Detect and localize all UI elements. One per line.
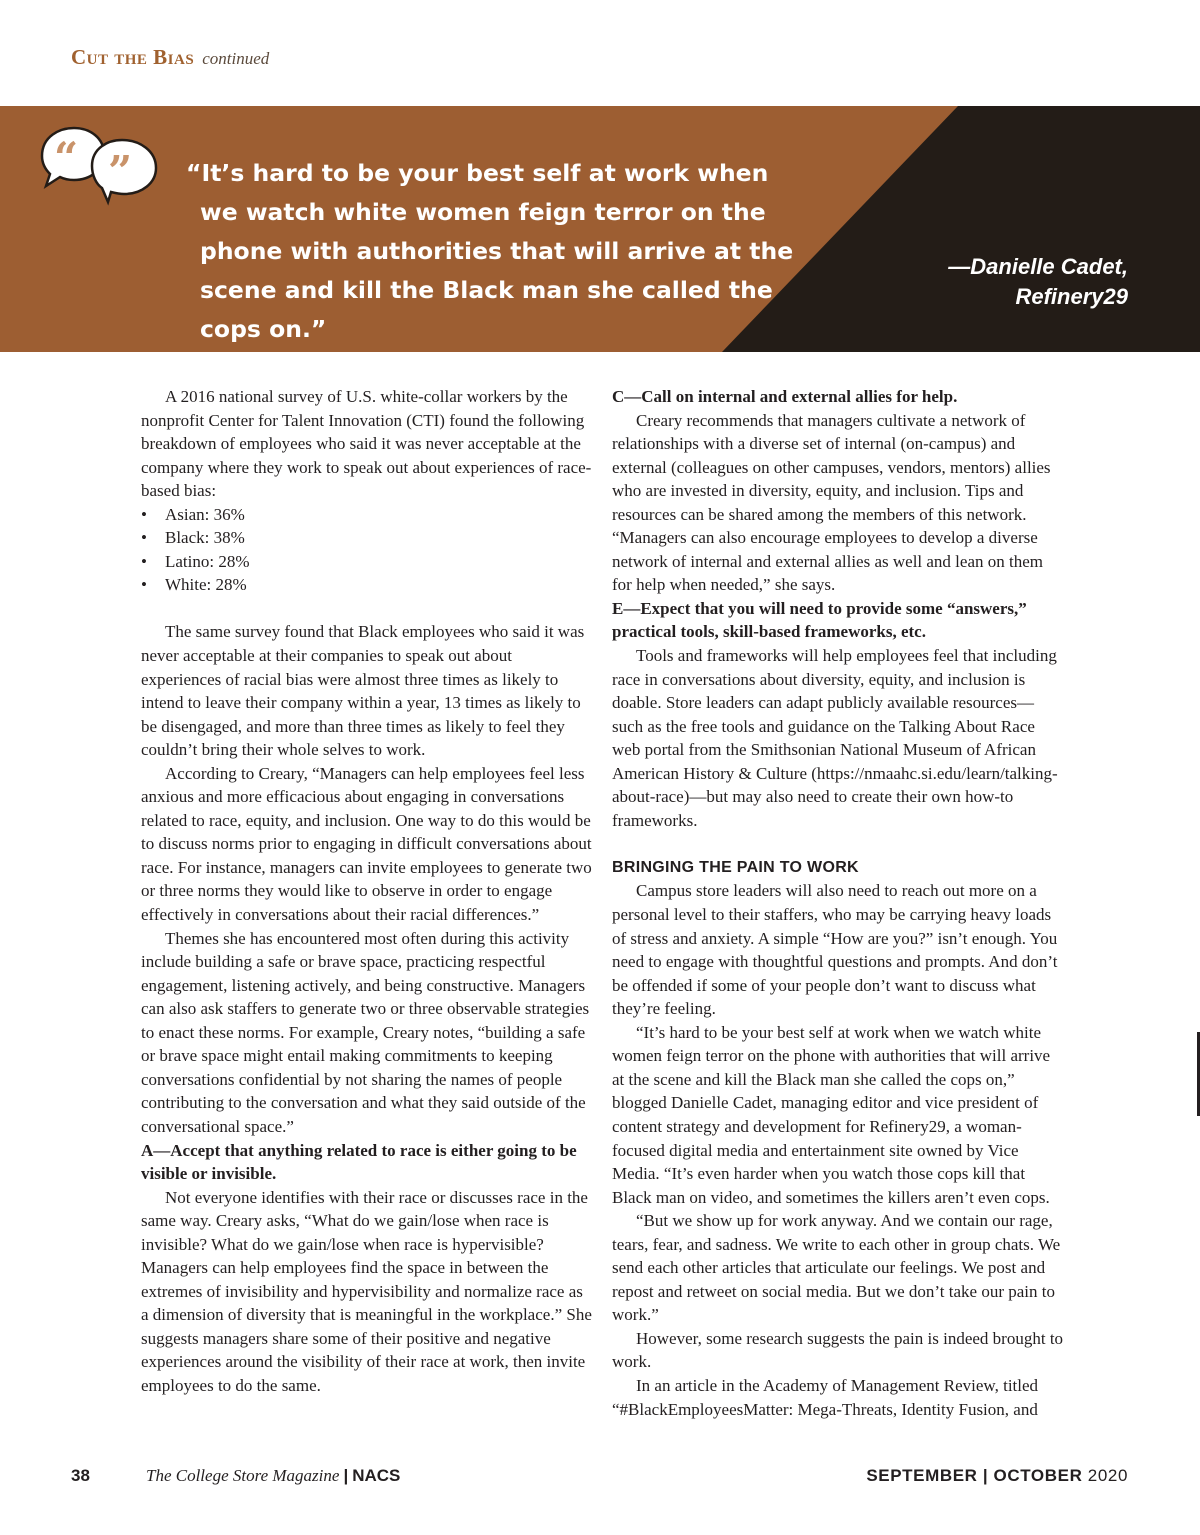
spacer xyxy=(141,597,593,621)
running-head xyxy=(71,45,269,70)
body-paragraph: The same survey found that Black employees who said it was never acceptable at their companies to speak out about experiences of racial bias were almost three times as likely to intend to leave their company within a year, 13 times as likely to be disengaged, and more than three times as likely to feel they couldn’t bring their whole selves to work. xyxy=(141,622,585,760)
issue-month-2: OCTOBER xyxy=(993,1466,1083,1485)
page-number: 38 xyxy=(71,1466,90,1485)
attribution-name: —Danielle Cadet, xyxy=(948,254,1128,279)
issue-separator: | xyxy=(982,1466,989,1485)
subhead-c: C—Call on internal and external allies for help. xyxy=(612,387,958,406)
pull-quote-banner xyxy=(0,106,1200,352)
left-column xyxy=(141,385,593,1398)
bullet-white: • White: 28% xyxy=(141,573,593,597)
intro-paragraph: A 2016 national survey of U.S. white-collar workers by the nonprofit Center for Talent Innovation (CTI) found the following breakdown of employees who said it was never acceptable at the company where they work to speak out about experiences of race-based bias: xyxy=(141,387,592,501)
section-heading: BRINGING THE PAIN TO WORK xyxy=(612,858,859,876)
bullet-asian: • Asian: 36% xyxy=(141,503,593,527)
svg-text:“: “ xyxy=(54,133,79,182)
body-paragraph: Tools and frameworks will help employees feel that including race in conversations about diversity, equity, and inclusion is doable. Store leaders can adapt publicly available resources—such as the free tools and guidance on the Talking About Race web portal from the Smithsonian National Museum of African American History & Culture (https://nmaahc.si.edu/learn/talking-about-race)—but may also need to create their own how-to frameworks. xyxy=(612,646,1058,830)
page-footer xyxy=(0,1466,1200,1496)
subhead-a: A—Accept that anything related to race is either going to be visible or invisible. xyxy=(141,1140,577,1184)
quote-bubbles-icon xyxy=(38,124,162,206)
issue-month: SEPTEMBER xyxy=(866,1466,978,1485)
issue-date xyxy=(866,1466,1128,1486)
footer-separator: | xyxy=(343,1466,349,1485)
right-column xyxy=(612,385,1064,1421)
issue-year: 2020 xyxy=(1087,1466,1128,1485)
attribution-source: Refinery29 xyxy=(1015,284,1128,309)
body-paragraph: Creary recommends that managers cultivate a network of relationships with a diverse set of internal (on-campus) and external (colleagues on other campuses, vendors, mentors) allies who are invested in diversity, equity, and inclusion. Tips and resources can be shared among the members of this network. “Managers can also encourage employees to develop a diverse network of internal and external allies as well and lean on them for help when needed,” she says. xyxy=(612,410,1051,595)
body-paragraph: In an article in the Academy of Management Review, titled “#BlackEmployeesMatter: Mega-Threats, Identity Fusion, and xyxy=(612,1375,1039,1419)
bullet-black: • Black: 38% xyxy=(141,526,593,550)
org-name: NACS xyxy=(352,1466,401,1485)
continued-label: continued xyxy=(202,49,270,68)
body-paragraph: However, some research suggests the pain is indeed brought to work. xyxy=(612,1328,1064,1372)
pull-quote-text: “It’s hard to be your best self at work when we watch white women feign terror on the phone with authorities that will arrive at the scene and kill the Black man she called the cops on.” xyxy=(186,159,794,343)
body-paragraph: Themes she has encountered most often during this activity include building a safe or brave space, practicing respectful engagement, listening actively, and being constructive. Managers can also ask staffers to generate two or three observable strategies to enact these norms. For example, Creary notes, “building a safe or brave space might entail making commitments to keeping conversations confidential by not sharing the names of people contributing to the conversation and what they said outside of the conversational space.” xyxy=(141,928,590,1136)
body-paragraph: “But we show up for work anyway. And we contain our rage, tears, fear, and sadness. We write to each other in group chats. We send each other articles that articulate our feelings. We post and repost and retweet on social media. But we don’t take our pain to work.” xyxy=(612,1211,1061,1325)
spacer xyxy=(612,832,1064,856)
body-paragraph: Campus store leaders will also need to reach out more on a personal level to their staffers, who may be carrying heavy loads of stress and anxiety. A simple “How are you?” isn’t enough. You need to engage with thoughtful questions and prompts. And don’t be offended if some of your people don’t want to discuss what they’re feeling. xyxy=(612,881,1058,1019)
body-paragraph: According to Creary, “Managers can help employees feel less anxious and more efficacious about engaging in conversations related to race, equity, and inclusion. One way to do this would be to discuss norms prior to engaging in difficult conversations about race. For instance, managers can invite employees to generate two or three norms they would like to observe in order to engage effectively in conversations about their racial differences.” xyxy=(141,763,592,925)
magazine-title: The College Store Magazine xyxy=(146,1466,340,1485)
bullet-latino: • Latino: 28% xyxy=(141,550,593,574)
section-title: Cut the Bias xyxy=(71,45,195,69)
svg-text:”: ” xyxy=(108,147,133,196)
magazine-name xyxy=(146,1466,400,1486)
survey-bullet-list xyxy=(141,503,593,597)
body-paragraph: Not everyone identifies with their race or discusses race in the same way. Creary asks, “What do we gain/lose when race is invisible? What do we gain/lose when race is hypervisible? Managers can help employees find the space in between the extremes of invisibility and hypervisibility and normalize race as a dimension of diversity that is meaningful in the workplace.” She suggests managers share some of their positive and negative experiences around the visibility of their race at work, then invite employees to do the same. xyxy=(141,1187,592,1395)
body-paragraph: “It’s hard to be your best self at work when we watch white women feign terror on the phone with authorities that will arrive at the scene and kill the Black man she called the cops on,” blogged Danielle Cadet, managing editor and vice president of content strategy and development for Refinery29, a woman-focused digital media and entertainment site owned by Vice Media. “It’s even harder when you watch those cops kill that Black man on video, and sometimes the killers aren’t even cops. xyxy=(612,1022,1051,1207)
subhead-e: E—Expect that you will need to provide some “answers,” practical tools, skill-based frameworks, etc. xyxy=(612,598,1027,642)
pull-quote-attribution xyxy=(868,252,1128,312)
